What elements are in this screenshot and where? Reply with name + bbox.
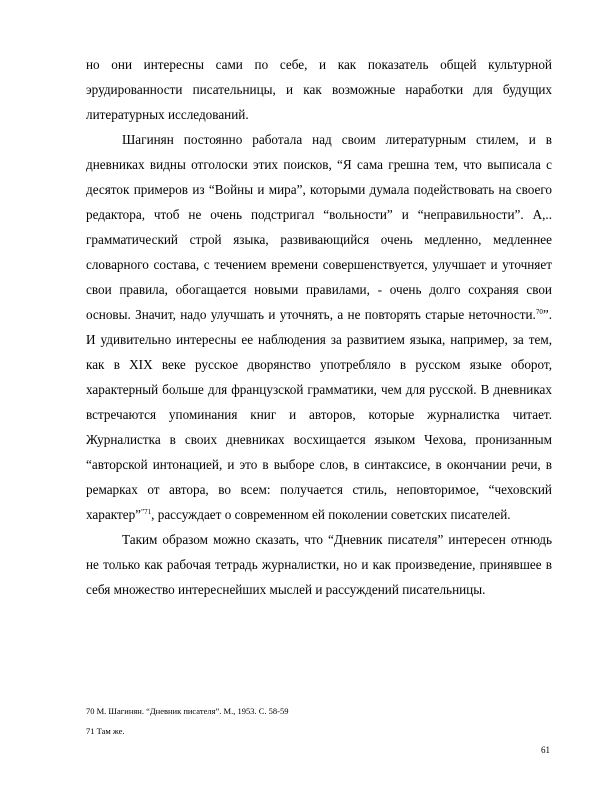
main-text: [86, 52, 552, 602]
paragraph-text: Шагинян постоянно работала над своим литературным стилем, и в дневниках видны отголоски этих поисков, “Я сама грешна тем, что выписала с десяток примеров из “Войны и мира”, которыми думала подействовать на своего редактора, чтоб не очень подстригал “вольности” и “неправильности”. А,.. грамматический строй языка, развивающийся очень медленно, медленнее словарного состава, с течением времени совершенствуется, улучшает и уточняет свои правила, обогащается новыми правилами, - очень долго сохраняя свои основы. Значит, надо улучшать и уточнять, а не повторять старые неточности.: [86, 132, 552, 322]
paragraph-continuation: [86, 52, 552, 127]
footnote-ref-71: ”71: [141, 508, 152, 516]
paragraph-text: , рассуждает о современном ей поколении советских писателей.: [151, 507, 511, 522]
paragraph-text: ”. И удивительно интересны ее наблюдения за развитием языка, например, за тем, как в XIX веке русское дворянство употребляло в русском языке оборот, характерный больше для французской грамматики, чем для русской. В дневниках встречаются упоминания книг и авторов, которые журналистка читает. Журналистка в своих дневниках восхищается языком Чехова, пронизанным “авторской интонацией, и это в выборе слов, в синтаксисе, в окончании речи, в ремарках от автора, во всем: получается стиль, неповторимое, “чеховский характер”: [86, 307, 552, 522]
paragraph-text: но они интересны сами по себе, и как показатель общей культурной эрудированности писательницы, и как возможные наработки для будущих литературных исследований.: [86, 57, 552, 122]
page-number: 61: [541, 745, 550, 755]
footnote-71: 71 Там же.: [86, 726, 125, 736]
footnote-70: 70 М. Шагинян. “Дневник писателя”. М., 1953. С. 58-59: [86, 706, 289, 716]
paragraph-text: Таким образом можно сказать, что “Дневник писателя” интересен отнюдь не только как рабочая тетрадь журналистки, но и как произведение, принявшее в себя множество интереснейших мыслей и рассуждений писательницы.: [86, 532, 552, 597]
footnote-ref-70: 70: [535, 308, 543, 316]
paragraph-style-discussion: [86, 127, 552, 527]
footnotes: [86, 701, 552, 741]
paragraph-conclusion: [86, 527, 552, 602]
